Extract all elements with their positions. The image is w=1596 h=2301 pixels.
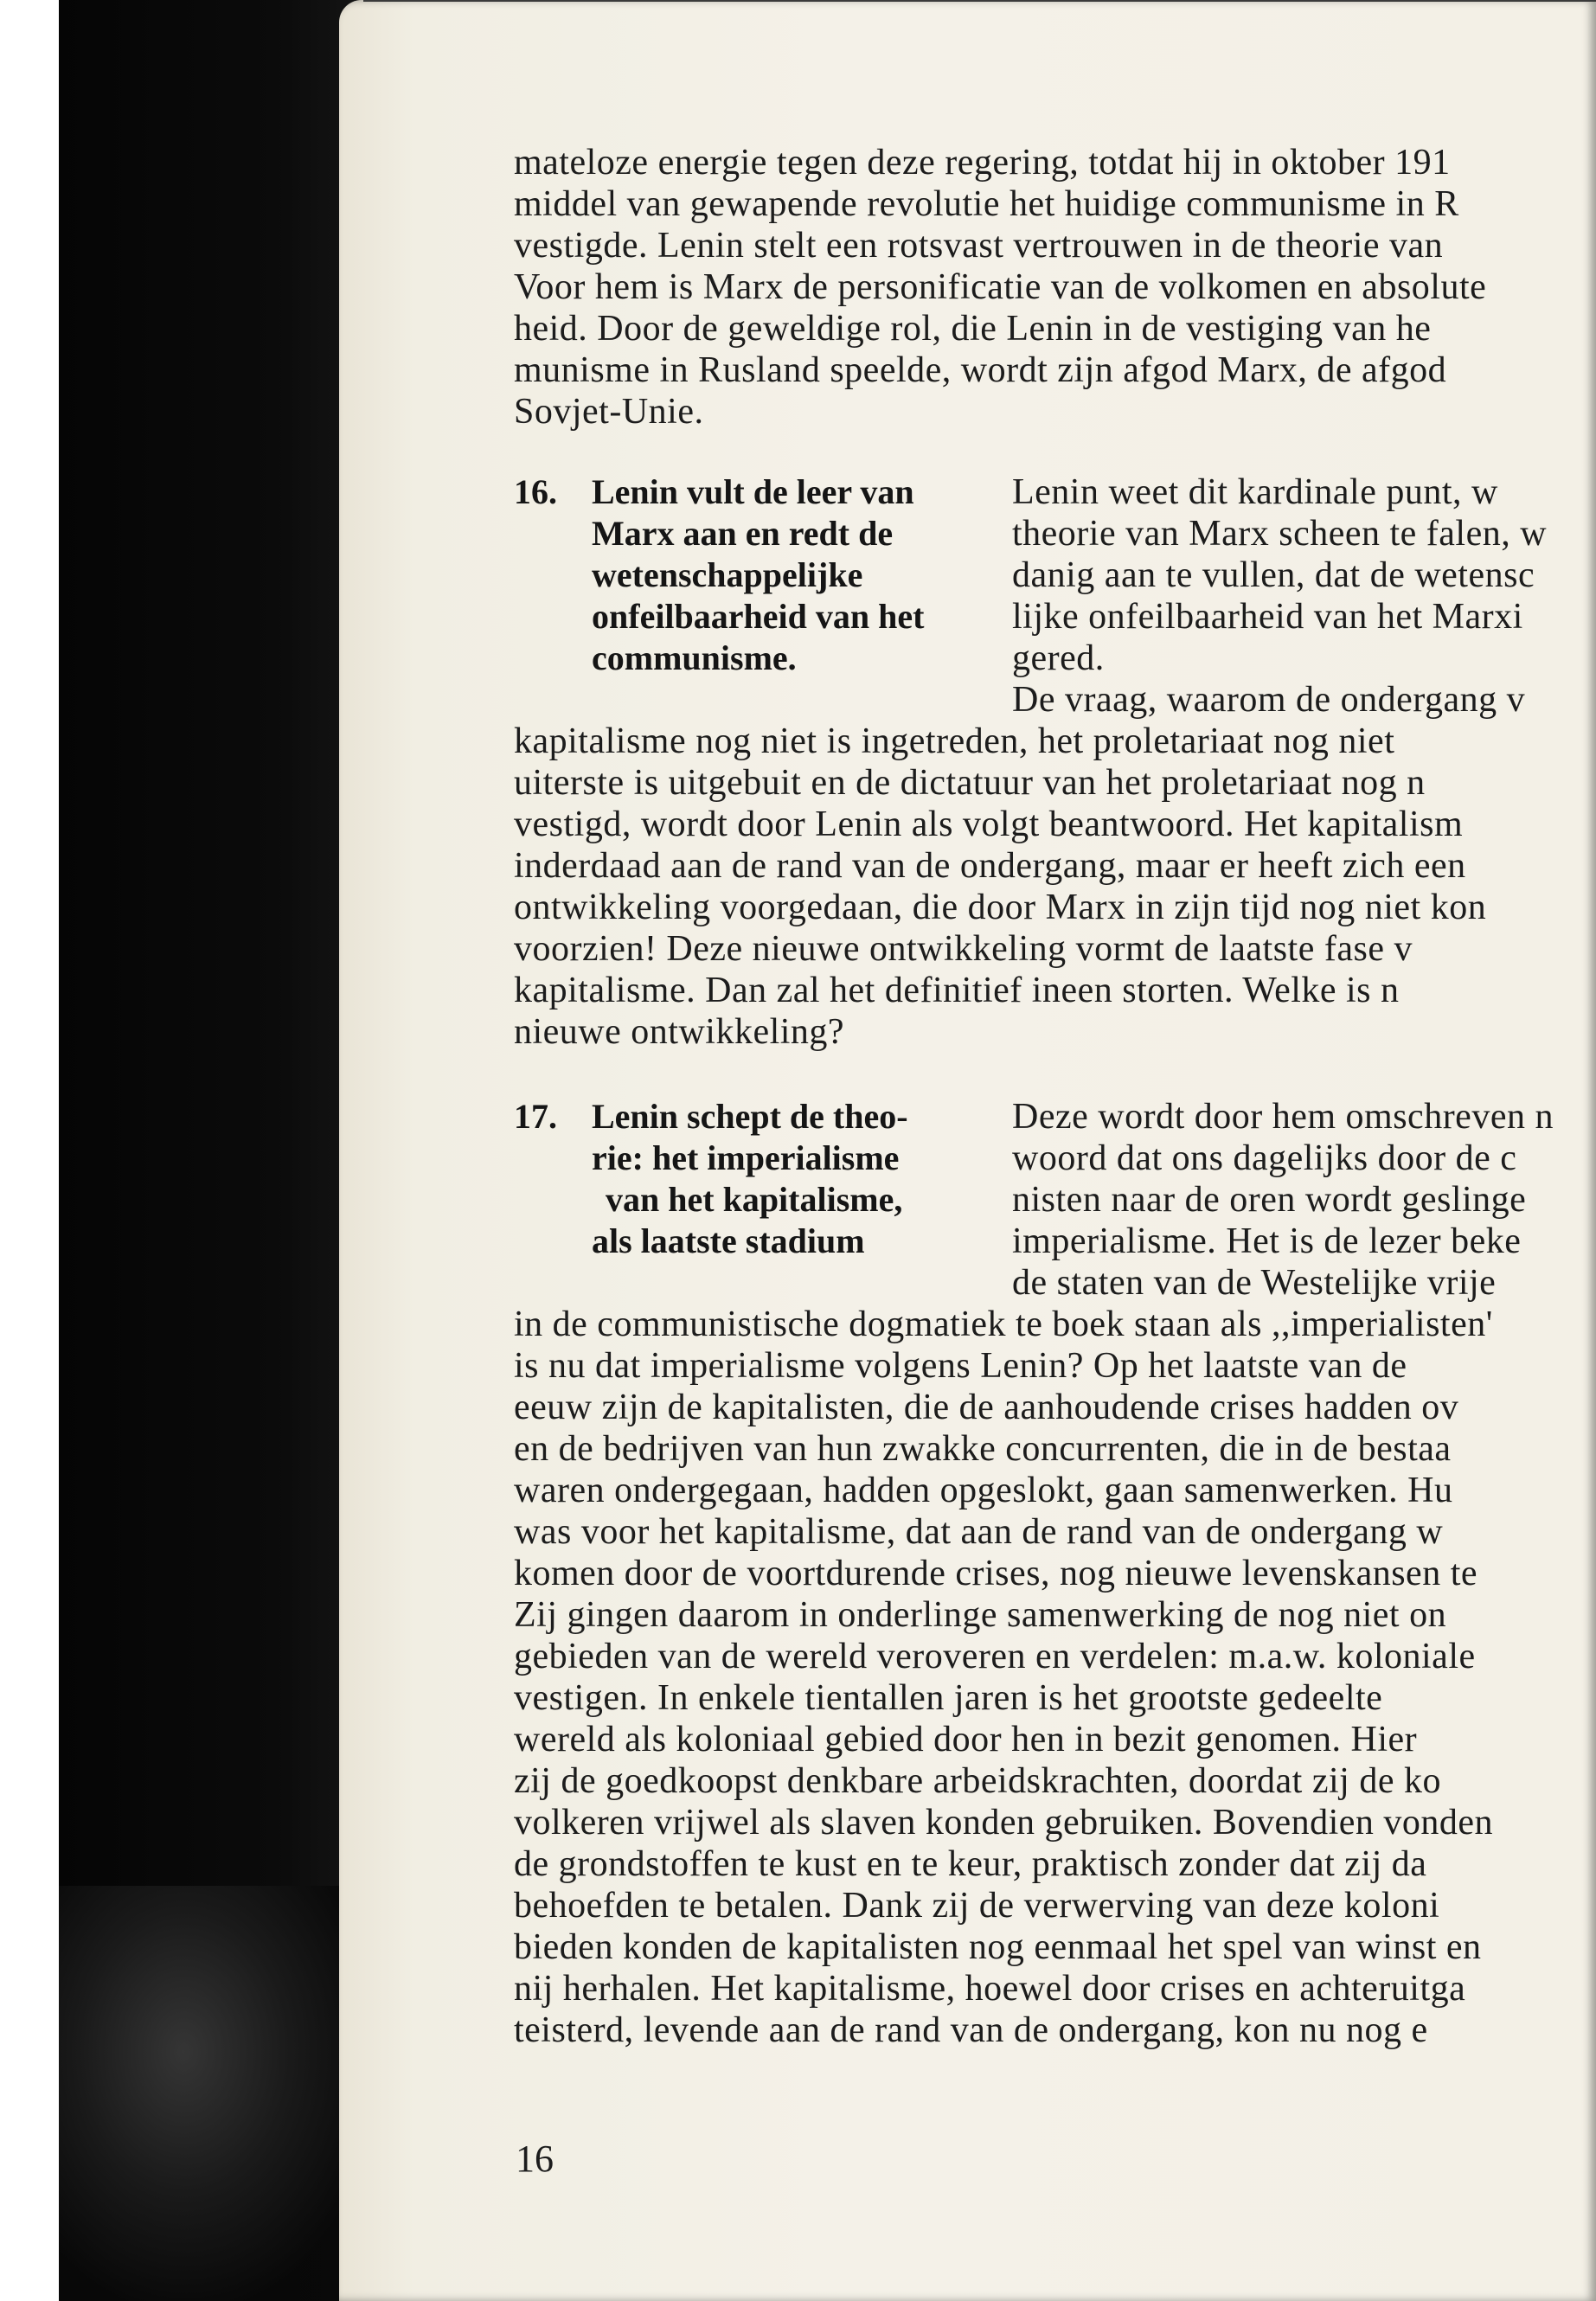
text-line: nij herhalen. Het kapitalisme, hoewel door crises en achteruitga [514, 1969, 1466, 2009]
side-heading-line: van het kapitalisme, [606, 1180, 903, 1219]
text-line: lijke onfeilbaarheid van het Marxi [1012, 597, 1523, 637]
text-line: imperialisme. Het is de lezer beke [1012, 1221, 1522, 1261]
text-line: was voor het kapitalisme, dat aan de rand van de ondergang w [514, 1512, 1444, 1552]
text-line: gebieden van de wereld veroveren en verdelen: m.a.w. koloniale [514, 1637, 1476, 1676]
side-heading-line: wetenschappelijke [592, 555, 863, 594]
side-heading-line: als laatste stadium [592, 1221, 865, 1260]
side-heading-line: Marx aan en redt de [592, 514, 894, 553]
section-number: 16. [514, 472, 557, 511]
text-line: teisterd, levende aan de rand van de ondergang, kon nu nog e [514, 2010, 1428, 2050]
text-line: nisten naar de oren wordt geslinge [1012, 1180, 1527, 1220]
text-line: munisme in Rusland speelde, wordt zijn afgod Marx, de afgod [514, 350, 1447, 390]
text-line: vestigde. Lenin stelt een rotsvast vertrouwen in de theorie van [514, 226, 1444, 266]
text-line: kapitalisme. Dan zal het definitief ineen storten. Welke is n [514, 971, 1400, 1010]
side-heading-line: onfeilbaarheid van het [592, 597, 925, 636]
text-line: theorie van Marx scheen te falen, w [1012, 514, 1548, 554]
dark-book-edge-lower [59, 1886, 370, 2301]
text-line: wereld als koloniaal gebied door hen in bezit genomen. Hier [514, 1720, 1418, 1759]
text-line: in de communistische dogmatiek te boek staan als ,,imperialisten' [514, 1304, 1493, 1344]
side-heading-line: rie: het imperialisme [592, 1138, 900, 1177]
text-line: Deze wordt door hem omschreven n [1012, 1097, 1554, 1137]
text-line: vestigen. In enkele tientallen jaren is het grootste gedeelte [514, 1678, 1383, 1718]
side-heading-line: Lenin vult de leer van [592, 472, 914, 511]
text-line: voorzien! Deze nieuwe ontwikkeling vormt de laatste fase v [514, 929, 1413, 969]
text-line: danig aan te vullen, dat de wetensc [1012, 555, 1535, 595]
text-line: Voor hem is Marx de personificatie van de volkomen en absolute [514, 267, 1487, 307]
text-line: waren ondergegaan, hadden opgeslokt, gaan samenwerken. Hu [514, 1471, 1453, 1510]
side-heading-line: Lenin schept de theo- [592, 1097, 908, 1136]
text-line: woord dat ons dagelijks door de c [1012, 1138, 1517, 1178]
text-line: behoefden te betalen. Dank zij de verwerving van deze koloni [514, 1886, 1440, 1926]
text-line: uiterste is uitgebuit en de dictatuur van het proletariaat nog n [514, 763, 1426, 803]
text-line: zij de goedkoopst denkbare arbeidskrachten, doordat zij de ko [514, 1761, 1441, 1801]
text-line: De vraag, waarom de ondergang v [1012, 680, 1526, 720]
text-line: de staten van de Westelijke vrije [1012, 1263, 1497, 1303]
text-line: gered. [1012, 638, 1105, 678]
text-line: komen door de voortdurende crises, nog nieuwe levenskansen te [514, 1554, 1478, 1593]
text-line: Lenin weet dit kardinale punt, w [1012, 472, 1498, 512]
text-line: Zij gingen daarom in onderlinge samenwerking de nog niet on [514, 1595, 1447, 1635]
text-line: middel van gewapende revolutie het huidige communisme in R [514, 184, 1459, 224]
text-line: is nu dat imperialisme volgens Lenin? Op het laatste van de [514, 1346, 1407, 1386]
text-line: volkeren vrijwel als slaven konden gebruiken. Bovendien vonden [514, 1803, 1494, 1843]
text-line: Sovjet-Unie. [514, 392, 704, 432]
page-top-edge [363, 0, 1596, 2]
text-line: bieden konden de kapitalisten nog eenmaal het spel van winst en [514, 1927, 1482, 1967]
text-line: kapitalisme nog niet is ingetreden, het proletariaat nog niet [514, 721, 1395, 761]
text-line: inderdaad aan de rand van de ondergang, maar er heeft zich een [514, 846, 1466, 886]
text-line: eeuw zijn de kapitalisten, die de aanhoudende crises hadden ov [514, 1388, 1459, 1427]
text-line: ontwikkeling voorgedaan, die door Marx in zijn tijd nog niet kon [514, 888, 1487, 927]
text-line: nieuwe ontwikkeling? [514, 1012, 845, 1052]
text-line: vestigd, wordt door Lenin als volgt beantwoord. Het kapitalism [514, 804, 1464, 844]
text-line: heid. Door de geweldige rol, die Lenin in de vestiging van he [514, 309, 1432, 349]
text-line: mateloze energie tegen deze regering, totdat hij in oktober 191 [514, 143, 1451, 183]
side-heading-line: communisme. [592, 638, 797, 677]
section-number: 17. [514, 1097, 557, 1136]
text-line: de grondstoffen te kust en te keur, praktisch zonder dat zij da [514, 1844, 1427, 1884]
text-line: en de bedrijven van hun zwakke concurrenten, die in de bestaa [514, 1429, 1452, 1469]
page-number: 16 [516, 2138, 554, 2180]
